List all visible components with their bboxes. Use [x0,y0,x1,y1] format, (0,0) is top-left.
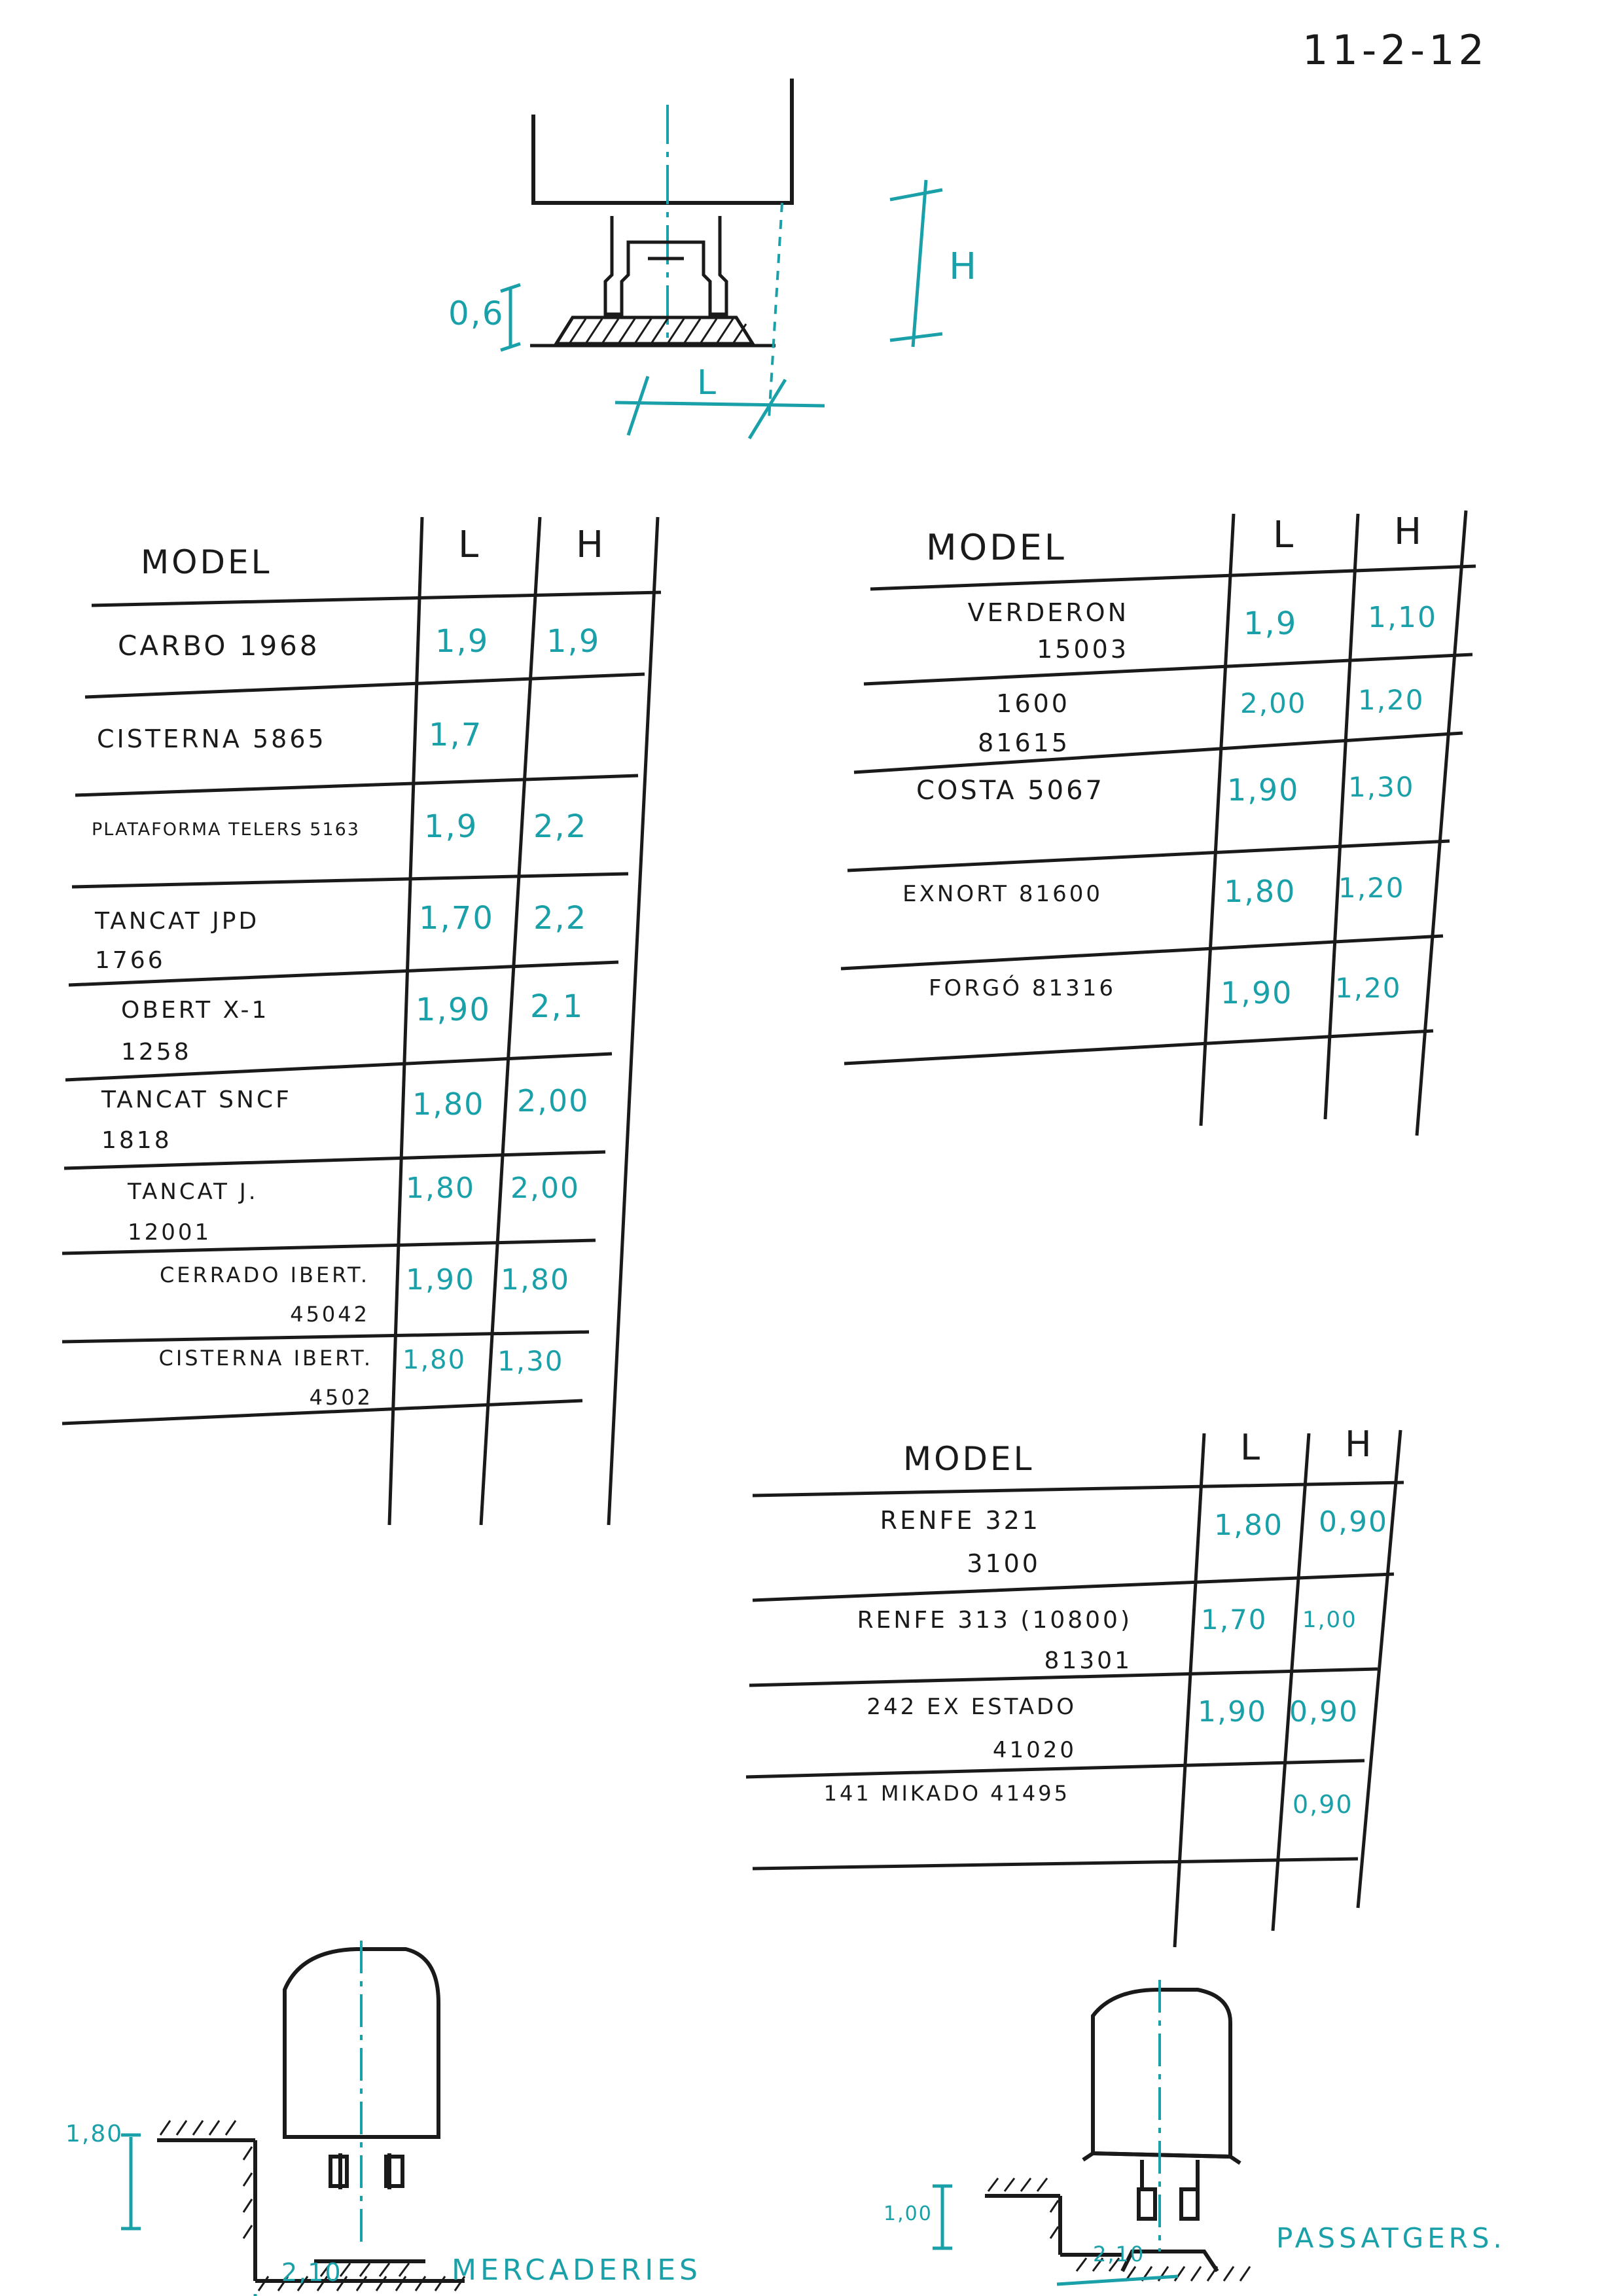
right-top-row-1-l: 1,9 [1243,605,1298,642]
right-bottom-row-2-model: RENFE 313 (10800) 81301 [857,1607,1132,1674]
right-bottom-row-3-h: 0,90 [1289,1695,1359,1729]
left-row-4-model: TANCAT JPD 1766 [95,908,260,974]
left-row-5-model: OBERT X-1 1258 [121,997,270,1066]
left-header-h: H [576,524,607,566]
right-top-row-4-l: 1,80 [1224,874,1296,909]
top-dim-h-label: H [949,245,978,288]
right-bottom-header-h: H [1345,1424,1374,1465]
right-bottom-row-1-model: RENFE 321 3100 [880,1506,1041,1578]
left-row-8-model: CERRADO IBERT. 45042 [159,1263,370,1327]
left-row-5-h: 2,1 [530,988,584,1025]
left-row-6-h: 2,00 [517,1083,590,1119]
right-top-row-3-model: COSTA 5067 [916,776,1105,806]
freight-height-label: 1,80 [65,2121,124,2147]
left-row-2-l: 1,7 [429,717,483,753]
right-top-row-3-h: 1,30 [1348,771,1415,803]
left-row-1-l: 1,9 [435,623,490,660]
left-row-7-h: 2,00 [510,1172,580,1205]
passenger-width-label: 2,10 [1093,2242,1145,2267]
freight-width-label: 2,10 [281,2258,342,2287]
date: 11-2-12 [1302,26,1488,74]
passenger-caption: PASSATGERS. [1276,2222,1506,2254]
left-row-9-model: CISTERNA IBERT. 4502 [158,1346,373,1410]
left-row-8-l: 1,90 [406,1263,475,1297]
left-row-8-h: 1,80 [501,1263,570,1297]
left-row-3-l: 1,9 [424,808,478,845]
right-top-row-2-l: 2,00 [1240,687,1307,719]
passenger-height-label: 1,00 [883,2202,933,2225]
freight-caption: MERCADERIES [452,2253,702,2287]
top-dim-height-label: 0,6 [448,295,505,332]
right-top-row-5-h: 1,20 [1335,972,1402,1004]
left-row-1-model: CARBO 1968 [118,630,320,662]
right-bottom-row-4-h: 0,90 [1293,1790,1353,1819]
right-bottom-row-2-l: 1,70 [1201,1604,1268,1636]
right-bottom-row-1-h: 0,90 [1319,1505,1388,1539]
right-top-row-2-model: 1600 81615 [978,689,1070,757]
right-top-header-h: H [1394,511,1425,553]
top-dim-l-label: L [697,363,717,403]
left-row-5-l: 1,90 [416,992,491,1028]
left-row-3-model: PLATAFORMA TELERS 5163 [92,819,360,840]
right-bottom-row-1-l: 1,80 [1214,1509,1283,1542]
left-row-6-model: TANCAT SNCF 1818 [101,1086,292,1154]
right-bottom-row-3-model: 242 EX ESTADO 41020 [866,1694,1077,1763]
left-row-6-l: 1,80 [412,1086,485,1122]
right-top-row-4-h: 1,20 [1338,872,1405,904]
left-row-4-h: 2,2 [533,900,588,937]
left-row-7-model: TANCAT J. 12001 [128,1179,259,1246]
right-top-header-model: MODEL [926,527,1067,568]
right-top-row-3-l: 1,90 [1227,772,1300,808]
left-row-3-h: 2,2 [533,808,588,845]
right-bottom-row-4-model: 141 MIKADO 41495 [823,1781,1070,1806]
right-top-row-1-h: 1,10 [1368,601,1437,634]
left-row-2-model: CISTERNA 5865 [97,725,327,753]
left-row-7-l: 1,80 [406,1172,475,1205]
right-top-row-4-model: EXNORT 81600 [902,881,1103,907]
right-bottom-row-3-l: 1,90 [1198,1695,1267,1729]
left-row-9-l: 1,80 [402,1345,467,1375]
right-top-row-5-l: 1,90 [1221,975,1293,1011]
left-header-l: L [458,524,482,566]
left-row-4-l: 1,70 [419,900,494,937]
left-row-9-h: 1,30 [497,1345,564,1377]
left-row-1-h: 1,9 [546,623,601,660]
right-bottom-header-l: L [1240,1427,1263,1468]
right-top-row-2-h: 1,20 [1358,684,1425,716]
right-bottom-row-2-h: 1,00 [1302,1607,1357,1633]
left-header-model: MODEL [141,543,272,581]
right-top-row-1-model: VERDERON 15003 [967,598,1129,664]
right-top-header-l: L [1273,514,1296,556]
right-top-row-5-model: FORGÓ 81316 [928,975,1116,1001]
right-bottom-header-model: MODEL [903,1440,1035,1478]
